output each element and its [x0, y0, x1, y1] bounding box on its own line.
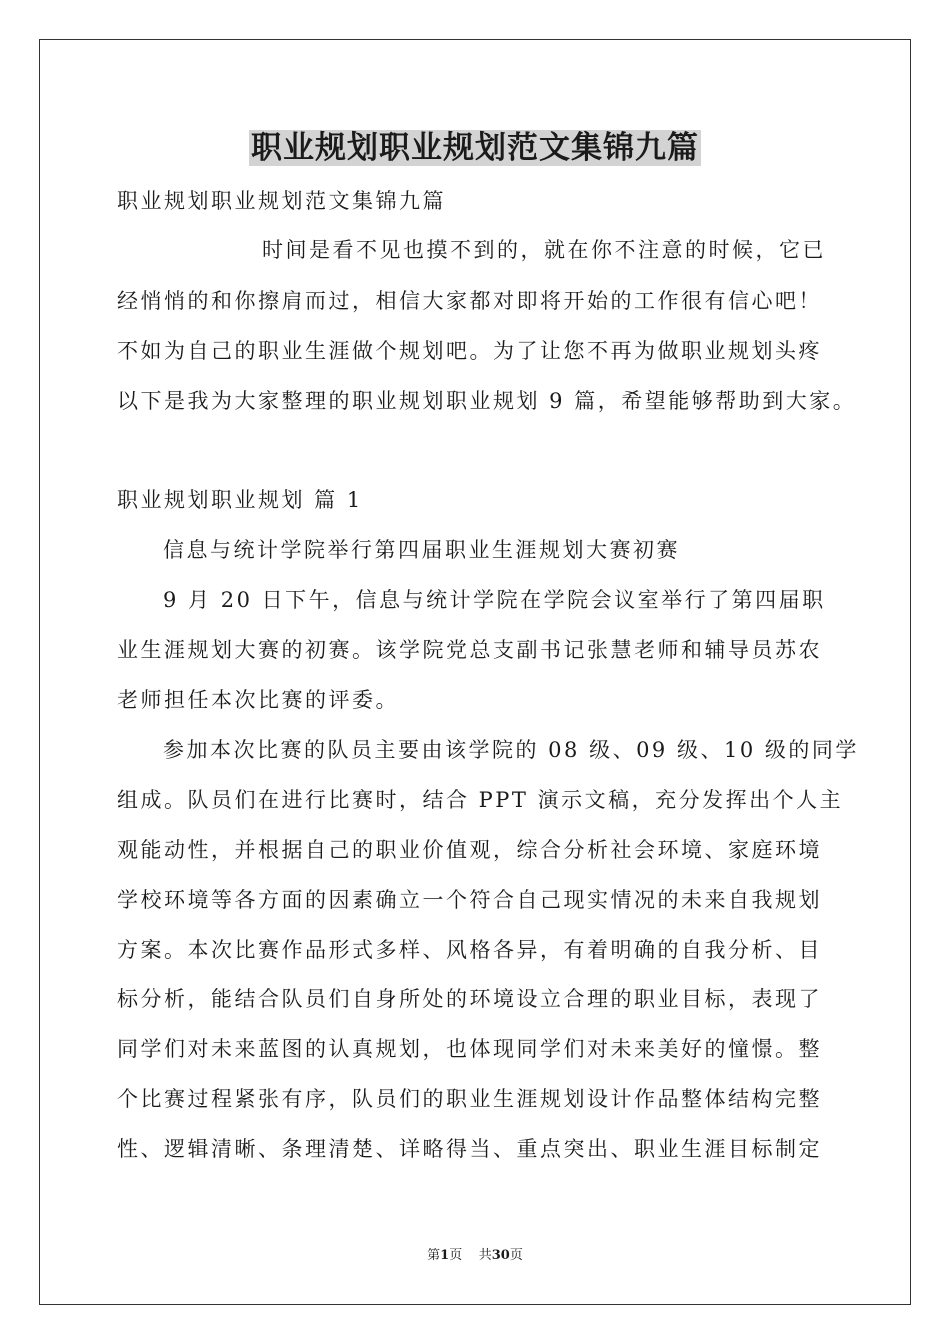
article-headline: 信息与统计学院举行第四届职业生涯规划大赛初赛 [163, 538, 680, 562]
paragraph-line: 9 月 20 日下午，信息与统计学院在学院会议室举行了第四届职 [163, 588, 826, 612]
intro-line-4: 以下是我为大家整理的职业规划职业规划 9 篇，希望能够帮助到大家。 [117, 389, 857, 413]
page-border [39, 39, 911, 1305]
document-title [0, 126, 950, 170]
page-number: 1 [440, 1248, 450, 1263]
paragraph-line: 业生涯规划大赛的初赛。该学院党总支副书记张慧老师和辅导员苏农 [117, 638, 822, 662]
page-prefix: 第 [427, 1248, 441, 1263]
paragraph-line: 标分析，能结合队员们自身所处的环境设立合理的职业目标，表现了 [117, 987, 822, 1011]
page-unit: 页 [449, 1248, 463, 1263]
subtitle-line: 职业规划职业规划范文集锦九篇 [117, 189, 446, 213]
paragraph-line: 组成。队员们在进行比赛时，结合 PPT 演示文稿，充分发挥出个人主 [117, 788, 844, 812]
paragraph-line: 同学们对未来蓝图的认真规划，也体现同学们对未来美好的憧憬。整 [117, 1037, 822, 1061]
paragraph-line: 参加本次比赛的队员主要由该学院的 08 级、09 级、10 级的同学 [163, 738, 859, 762]
document-title-text: 职业规划职业规划范文集锦九篇 [251, 130, 699, 166]
paragraph-line: 性、逻辑清晰、条理清楚、详略得当、重点突出、职业生涯目标制定 [117, 1137, 822, 1161]
intro-line-2: 经悄悄的和你擦肩而过，相信大家都对即将开始的工作很有信心吧！ [117, 289, 822, 313]
total-unit: 页 [509, 1248, 523, 1263]
section-heading: 职业规划职业规划 篇 1 [117, 488, 363, 512]
intro-line-3: 不如为自己的职业生涯做个规划吧。为了让您不再为做职业规划头疼 [117, 339, 822, 363]
paragraph-line: 学校环境等各方面的因素确立一个符合自己现实情况的未来自我规划 [117, 888, 822, 912]
paragraph-line: 个比赛过程紧张有序，队员们的职业生涯规划设计作品整体结构完整 [117, 1087, 822, 1111]
paragraph-line: 方案。本次比赛作品形式多样、风格各异，有着明确的自我分析、目 [117, 938, 822, 962]
intro-line-1: 时间是看不见也摸不到的，就在你不注意的时候，它已 [262, 238, 826, 262]
page-footer [0, 1247, 950, 1265]
paragraph-line: 观能动性，并根据自己的职业价值观，综合分析社会环境、家庭环境 [117, 838, 822, 862]
total-prefix: 共 [478, 1248, 492, 1263]
paragraph-line: 老师担任本次比赛的评委。 [117, 688, 399, 712]
total-pages: 30 [491, 1248, 510, 1263]
